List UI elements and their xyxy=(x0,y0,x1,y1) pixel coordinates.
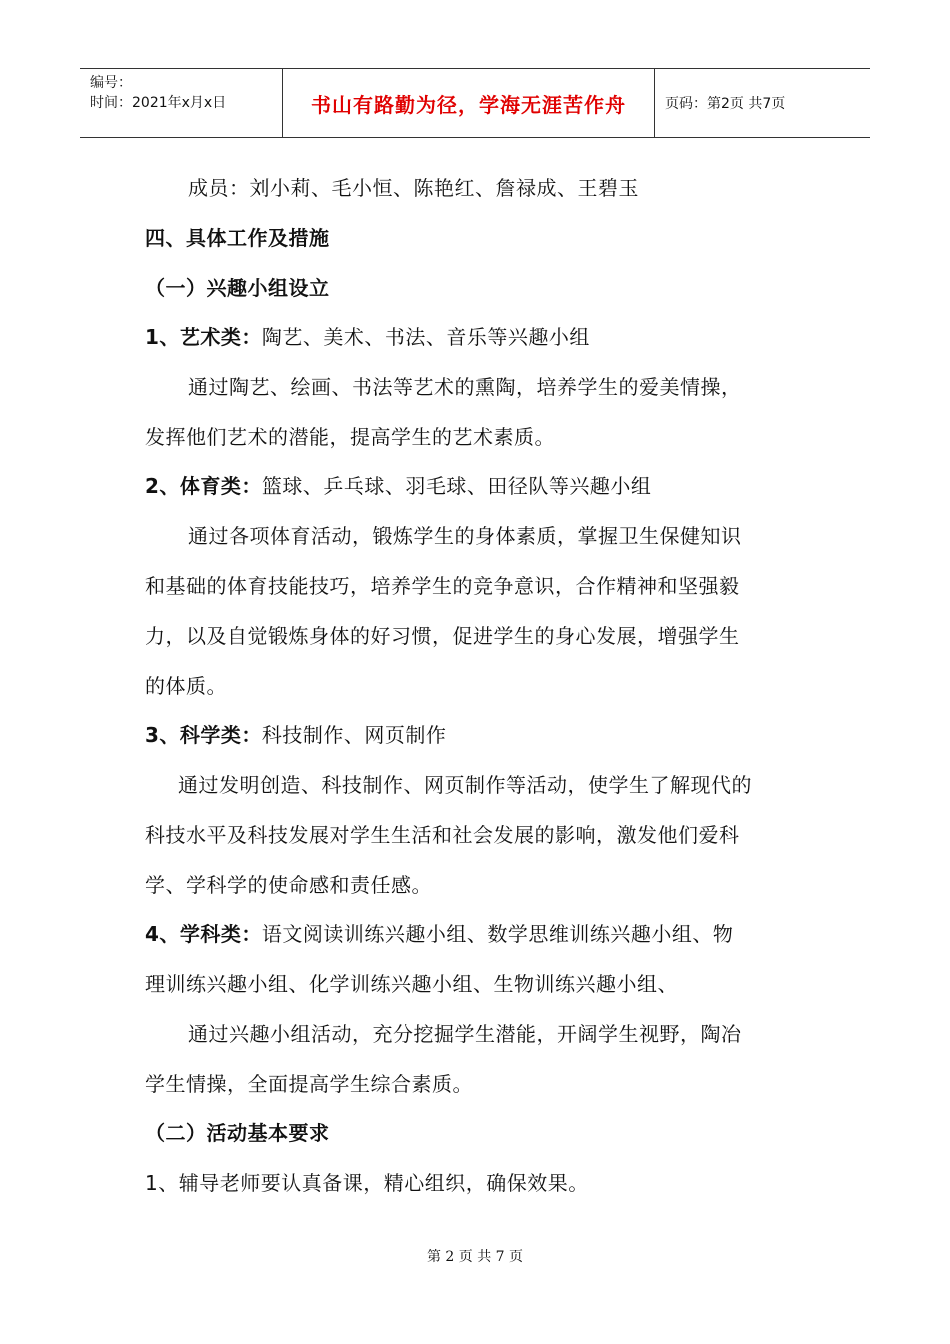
paragraph-line: 学生情操，全面提高学生综合素质。 xyxy=(145,1072,473,1096)
paragraph-line: 力，以及自觉锻炼身体的好习惯，促进学生的身心发展，增强学生 xyxy=(145,624,740,648)
paragraph-line: 理训练兴趣小组、化学训练兴趣小组、生物训练兴趣小组、 xyxy=(145,972,678,996)
header-motto: 书山有路勤为径，学海无涯苦作舟 xyxy=(283,69,655,137)
list-item xyxy=(145,719,446,748)
list-item xyxy=(145,918,733,947)
item-text: 语文阅读训练兴趣小组、数学思维训练兴趣小组、物 xyxy=(261,922,734,946)
header-date-label: 时间：2021年x月x日 xyxy=(90,95,227,111)
requirement-line: 1、辅导老师要认真备课，精心组织，确保效果。 xyxy=(145,1171,589,1195)
subsection-title: （二）活动基本要求 xyxy=(145,1121,330,1145)
subsection-title: （一）兴趣小组设立 xyxy=(145,276,330,300)
item-label: 3、科学类： xyxy=(145,723,262,747)
header-meta xyxy=(80,69,283,137)
item-text: 篮球、乒乓球、羽毛球、田径队等兴趣小组 xyxy=(261,474,652,498)
header-number-label: 编号： xyxy=(90,75,132,91)
item-label: 1、艺术类： xyxy=(145,325,262,349)
paragraph-line: 通过陶艺、绘画、书法等艺术的熏陶，培养学生的爱美情操， xyxy=(188,375,742,399)
item-text: 陶艺、美术、书法、音乐等兴趣小组 xyxy=(261,325,590,349)
section-title: 四、具体工作及措施 xyxy=(145,226,330,250)
item-label: 2、体育类： xyxy=(145,474,262,498)
paragraph-line: 通过发明创造、科技制作、网页制作等活动，使学生了解现代的 xyxy=(178,773,752,797)
page-footer: 第 2 页 共 7 页 xyxy=(426,1249,524,1265)
paragraph-line: 和基础的体育技能技巧，培养学生的竞争意识，合作精神和坚强毅 xyxy=(145,574,740,598)
document-header xyxy=(80,68,870,138)
paragraph-line: 发挥他们艺术的潜能，提高学生的艺术素质。 xyxy=(145,425,555,449)
paragraph-line: 通过各项体育活动，锻炼学生的身体素质，掌握卫生保健知识 xyxy=(188,524,742,548)
members-line: 成员：刘小莉、毛小恒、陈艳红、詹禄成、王碧玉 xyxy=(188,176,639,200)
item-label: 4、学科类： xyxy=(145,922,262,946)
paragraph-line: 通过兴趣小组活动，充分挖掘学生潜能，开阔学生视野，陶冶 xyxy=(188,1022,742,1046)
header-page-info: 页码：第2页 共7页 xyxy=(665,96,786,112)
list-item xyxy=(145,321,590,350)
paragraph-line: 科技水平及科技发展对学生生活和社会发展的影响，激发他们爱科 xyxy=(145,823,740,847)
item-text: 科技制作、网页制作 xyxy=(261,723,447,747)
paragraph-line: 的体质。 xyxy=(145,674,227,698)
list-item xyxy=(145,470,651,499)
paragraph-line: 学、学科学的使命感和责任感。 xyxy=(145,873,432,897)
